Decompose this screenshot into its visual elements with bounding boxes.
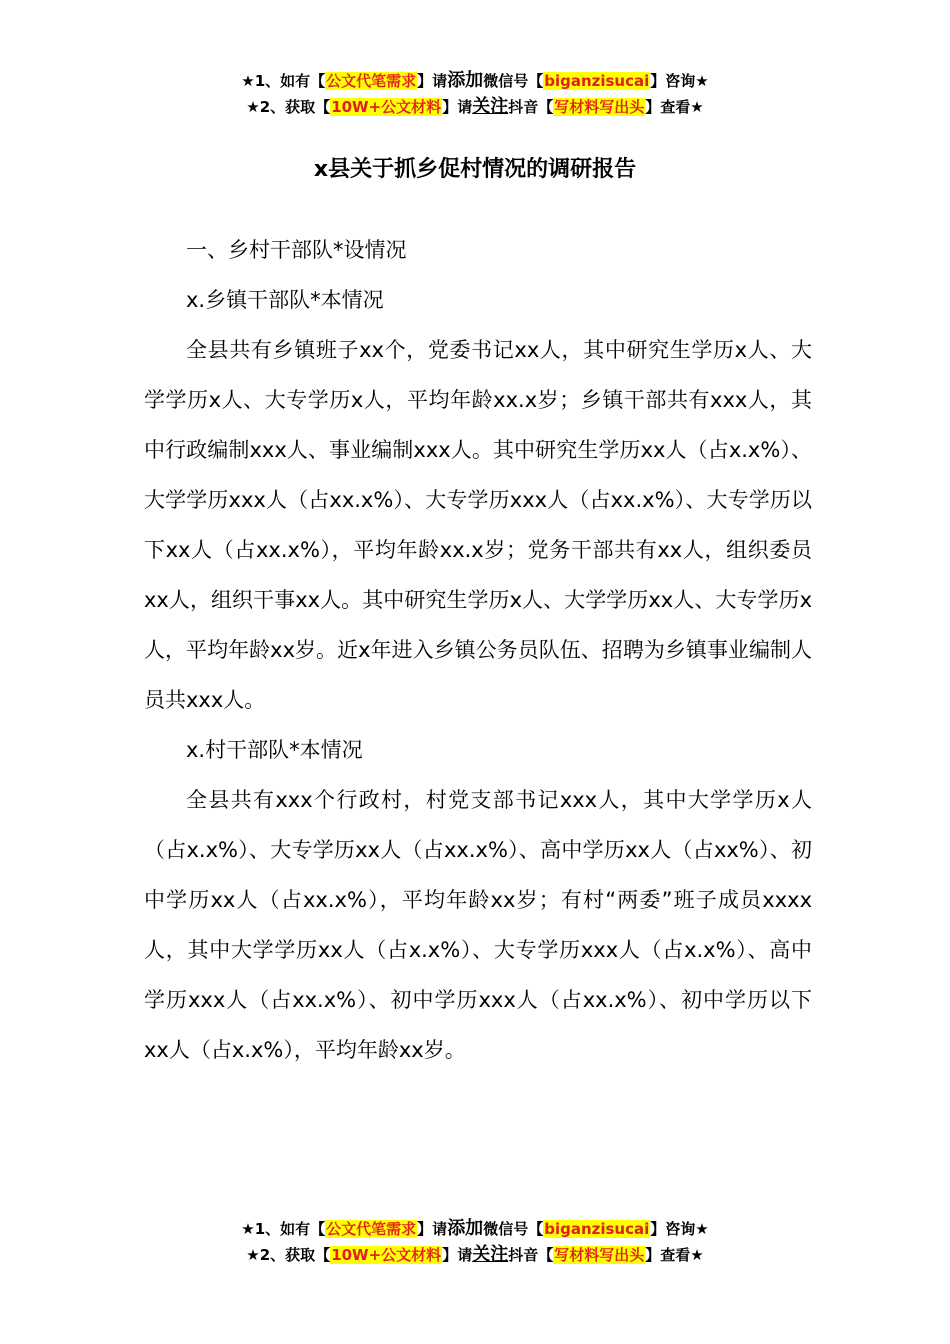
promo-text: 】请 [417, 72, 448, 90]
promo-text: 】查看★ [645, 1246, 704, 1264]
promo-text: 】请 [442, 98, 473, 116]
promo-text: 】请 [417, 1220, 448, 1238]
promo-text: 】咨询★ [650, 1220, 709, 1238]
paragraph: 全县共有xxx个行政村，村党支部书记xxx人，其中大学学历x人（占x.x%）、大专学历xx人（占xx.x%）、高中学历xx人（占xx%）、初中学历xx人（占xx.x%），平均年龄xx岁；有村“两委”班子成员xxxx人，其中大学学历xx人（占x.x%）、大专学历xxx人（占x.x%）、高中学历xxx人（占xx.x%）、初中学历xxx人（占xx.x%）、初中学历以下xx人（占x.x%），平均年龄xx岁。 [144, 788, 812, 1062]
promo-text: 抖音【 [508, 1246, 554, 1264]
subsection-heading: x.乡镇干部队*本情况 [186, 288, 384, 312]
promo-line-1 [0, 1216, 950, 1242]
document-title: x县关于抓乡促村情况的调研报告 [313, 157, 637, 182]
paragraph: 全县共有乡镇班子xx个，党委书记xx人，其中研究生学历x人、大学学历x人、大专学历x人，平均年龄xx.x岁；乡镇干部共有xxx人，其中行政编制xxx人、事业编制xxx人。其中研究生学历xx人（占x.x%）、大学学历xxx人（占xx.x%）、大专学历xxx人（占xx.x%）、大专学历以下xx人（占xx.x%），平均年龄xx.x岁；党务干部共有xx人，组织委员xx人，组织干事xx人。其中研究生学历x人、大学学历xx人、大专学历x人，平均年龄xx岁。近x年进入乡镇公务员队伍、招聘为乡镇事业编制人员共xxx人。 [144, 338, 812, 712]
promo-highlight: 公文代笔需求 [326, 72, 417, 90]
promo-text: 】咨询★ [650, 72, 709, 90]
section-heading: 一、乡村干部队*设情况 [186, 238, 407, 262]
promo-text: ★1、如有【 [241, 72, 326, 90]
promo-line-2 [0, 1242, 950, 1268]
promo-banner-bottom [0, 1216, 950, 1268]
subsection-heading: x.村干部队*本情况 [186, 738, 363, 762]
promo-highlight: 10W+公文材料 [331, 1246, 442, 1264]
promo-banner-top [0, 68, 950, 120]
promo-text: 】查看★ [645, 98, 704, 116]
promo-emphasis: 添加 [447, 1218, 484, 1239]
promo-line-1 [0, 68, 950, 94]
promo-text: 】请 [442, 1246, 473, 1264]
promo-highlight: 10W+公文材料 [331, 98, 442, 116]
promo-wechat-id: biganzisucai [544, 72, 650, 90]
promo-text: ★2、获取【 [246, 1246, 331, 1264]
promo-text: 微信号【 [483, 72, 544, 90]
promo-emphasis: 关注 [472, 96, 509, 117]
promo-text: 抖音【 [508, 98, 554, 116]
promo-wechat-id: biganzisucai [544, 1220, 650, 1238]
promo-emphasis: 添加 [447, 70, 484, 91]
promo-emphasis: 关注 [472, 1244, 509, 1265]
promo-text: ★1、如有【 [241, 1220, 326, 1238]
document-body [144, 225, 812, 1075]
promo-douyin-id: 写材料写出头 [554, 1246, 645, 1264]
promo-douyin-id: 写材料写出头 [554, 98, 645, 116]
promo-text: 微信号【 [483, 1220, 544, 1238]
promo-line-2 [0, 94, 950, 120]
promo-highlight: 公文代笔需求 [326, 1220, 417, 1238]
promo-text: ★2、获取【 [246, 98, 331, 116]
